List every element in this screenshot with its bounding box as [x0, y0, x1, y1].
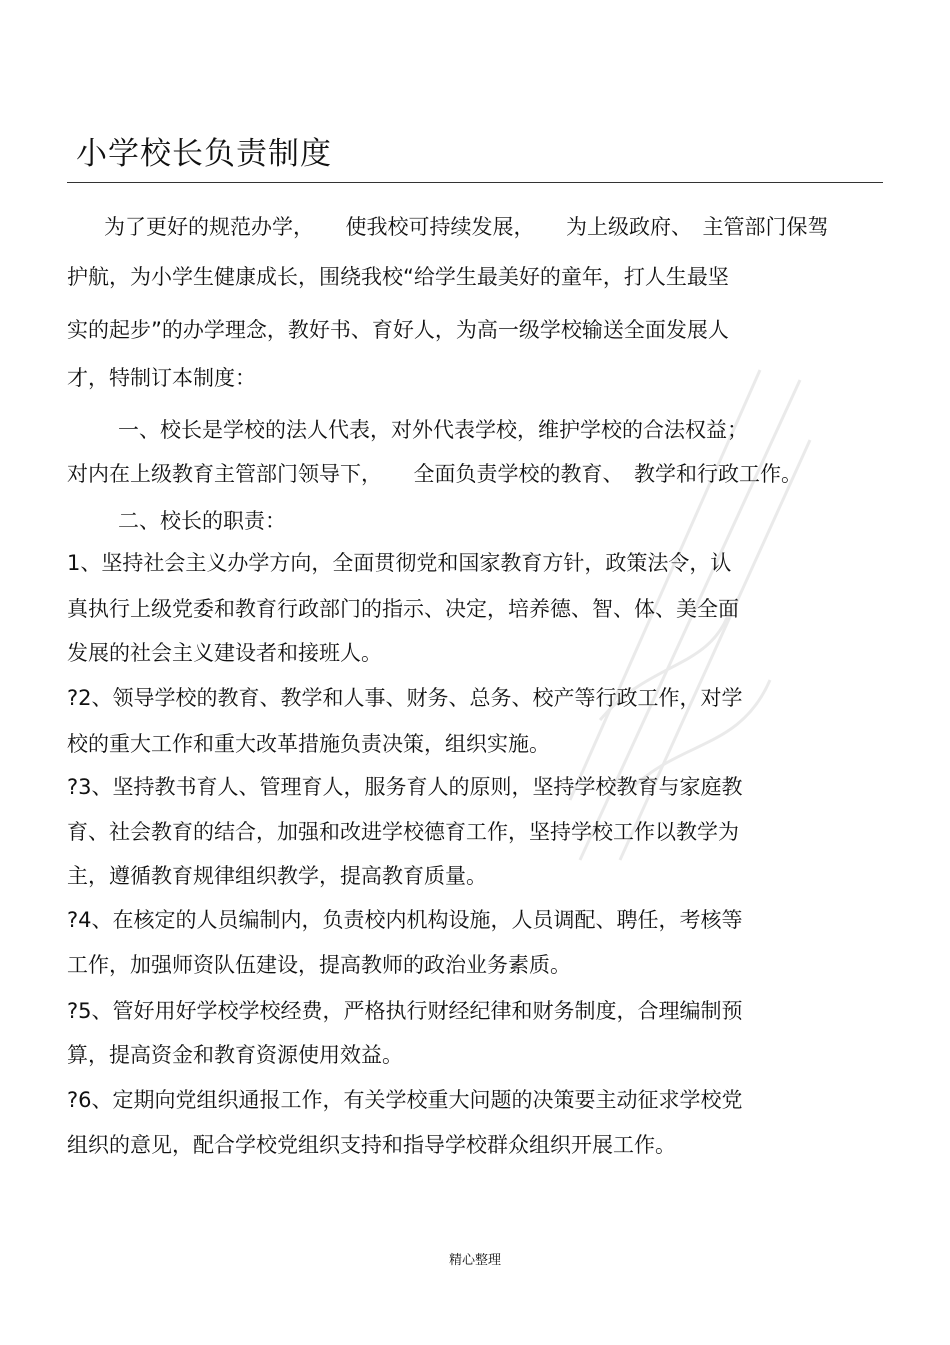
section1-line-2: 对内在上级教育主管部门领导下， 全面负责学校的教育、 教学和行政工作。	[67, 462, 802, 486]
duty-line-7: 育、社会教育的结合，加强和改进学校德育工作，坚持学校工作以教学为	[67, 820, 739, 844]
duty-line-1: 1、坚持社会主义办学方向，全面贯彻党和国家教育方针，政策法令，认	[67, 551, 732, 575]
duty-line-14: 组织的意见，配合学校党组织支持和指导学校群众组织开展工作。	[67, 1133, 676, 1157]
duty-line-9: ?4、在核定的人员编制内，负责校内机构设施，人员调配、聘任，考核等	[67, 908, 743, 932]
duty-line-5: 校的重大工作和重大改革措施负责决策，组织实施。	[67, 732, 550, 756]
intro-line-3: 实的起步”的办学理念，教好书、育好人，为高一级学校输送全面发展人	[67, 318, 729, 342]
title-divider	[67, 182, 883, 183]
duty-line-11: ?5、管好用好学校学校经费，严格执行财经纪律和财务制度，合理编制预	[67, 999, 743, 1023]
intro-line-2: 护航，为小学生健康成长，围绕我校“给学生最美好的童年，打人生最坚	[67, 265, 729, 289]
duty-line-3: 发展的社会主义建设者和接班人。	[67, 641, 382, 665]
page-title: 小学校长负责制度	[76, 136, 332, 172]
duty-line-6: ?3、坚持教书育人、管理育人，服务育人的原则，坚持学校教育与家庭教	[67, 775, 743, 799]
intro-line-1: 为了更好的规范办学， 使我校可持续发展， 为上级政府、 主管部门保驾	[104, 215, 829, 239]
page-footer: 精心整理	[448, 1253, 501, 1268]
intro-line-4: 才，特制订本制度：	[67, 366, 256, 390]
duty-line-8: 主，遵循教育规律组织教学，提高教育质量。	[67, 864, 487, 888]
section2-heading: 二、校长的职责：	[118, 509, 286, 533]
duty-line-12: 算，提高资金和教育资源使用效益。	[67, 1043, 403, 1067]
section1-line-1: 一、校长是学校的法人代表，对外代表学校，维护学校的合法权益；	[118, 418, 748, 442]
duty-line-4: ?2、领导学校的教育、教学和人事、财务、总务、校产等行政工作，对学	[67, 686, 743, 710]
duty-line-13: ?6、定期向党组织通报工作，有关学校重大问题的决策要主动征求学校党	[67, 1088, 743, 1112]
duty-line-10: 工作，加强师资队伍建设，提高教师的政治业务素质。	[67, 953, 571, 977]
duty-line-2: 真执行上级党委和教育行政部门的指示、决定，培养德、智、体、美全面	[67, 597, 739, 621]
